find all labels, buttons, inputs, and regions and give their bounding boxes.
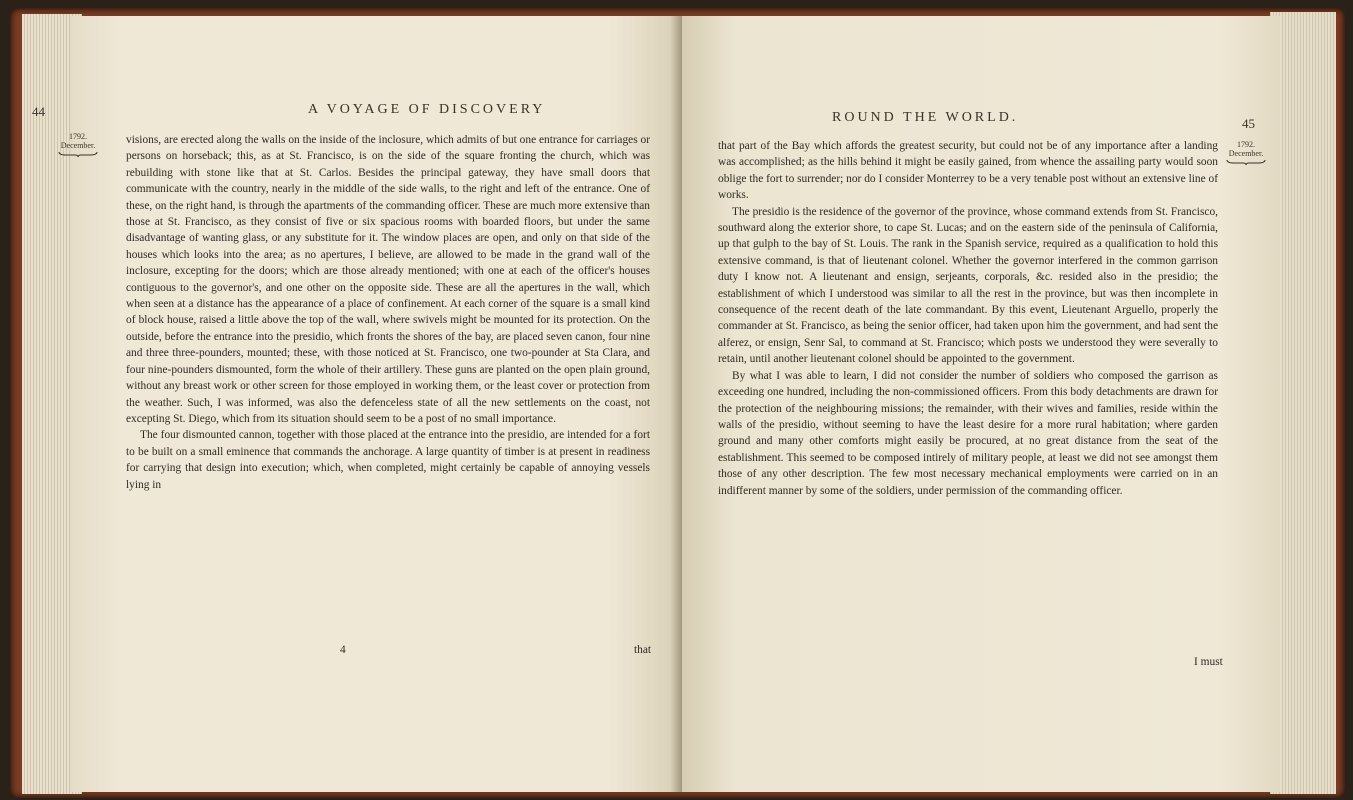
left-catchword: that [634, 644, 652, 656]
right-paragraph-1: that part of the Bay which affords the greatest security, but could not be of any importance after a landing was accomplished; as the hills behind it might be easily gained, from whence the assailing party would soon oblige the fort to surrender; nor do I consider Monterrey to be a very tenable post without an extensive line of works. [718, 140, 1218, 202]
left-page [32, 16, 682, 792]
right-margin-month: December. [1228, 149, 1264, 158]
right-catchword: I must [1194, 656, 1223, 668]
right-paragraph-2: The presidio is the residence of the governor of the province, whose command extends from St. Francisco, southward along the exterior shore, to cape St. Lucas; and on the eastern side of the peninsula of California, up that gulph to the bay of St. Louis. The rank in the Spanish service, required as a qualification to hold this extensive command, is that of lieutenant colonel. Whether the governor interfered in the common garrison duty I know not. A lieutenant and ensign, serjeants, corporals, &c. resided also in the presidio; the establishment of which I understood was similar to all the rest in the province, but was then incomplete in consequence of the recent death of the late commandant. By this event, Lieutenant Arguello, properly the commander at St. Francisco, as being the senior officer, had taken upon him the government, and had sent the alferez, or ensign, Senr Sal, to command at St. Francisco; which posts we understood they were severally to retain, until another lieutenant colonel should be appointed to the government. [718, 205, 1218, 366]
left-margin-month: December. [60, 141, 96, 150]
right-page [682, 16, 1280, 792]
right-body-text [718, 138, 1218, 499]
signature-mark: 4 [340, 644, 346, 656]
brace-icon [58, 151, 98, 157]
left-margin-note [52, 132, 104, 157]
left-page-number: 44 [32, 104, 45, 119]
right-running-head: ROUND THE WORLD. [832, 110, 1019, 125]
right-page-number: 45 [1242, 116, 1255, 131]
brace-icon [1226, 159, 1266, 165]
left-paragraph-2: The four dismounted cannon, together with those placed at the entrance into the presidio, are intended for a fort to be built on a small eminence that commands the anchorage. A large quantity of timber is at present in readiness for carrying that design into execution; which, when completed, might certainly be capable of annoying vessels lying in [126, 429, 650, 491]
left-body-text [126, 132, 650, 493]
left-margin-year: 1792. [69, 132, 87, 141]
right-margin-year: 1792. [1237, 140, 1255, 149]
right-margin-note [1218, 140, 1274, 165]
left-paragraph-1: visions, are erected along the walls on the inside of the inclosure, which admits of but one entrance for carriages or persons on horseback; this, as at St. Francisco, is on the side of the square fronting the church, which was rebuilding with stone like that at St. Carlos. Besides the principal gateway, they have small doors that communicate with the country, nearly in the middle of the side walls, to the right and left of the entrance. One of these, on the right hand, is through the apartments of the commanding officer. These are much more extensive than those at St. Francisco, as they consist of five or six spacious rooms with boarded floors, but under the same disadvantage of wanting glass, or any substitute for it. The window places are open, and only on that side of the houses which looks into the area; as no apertures, I believe, are allowed to be made in the grand wall of the inclosure, excepting for the doors; which are those already mentioned; with one at each of the officer's houses contiguous to the governor's, and one other on the opposite side. These are all the apertures in the wall, which when seen at a distance has the appearance of a place of confinement. At each corner of the square is a small kind of block house, raised a little above the top of the wall, where swivels might be mounted for its protection. On the outside, before the entrance into the presidio, which fronts the shores of the bay, are placed seven canon, four nine and three three-pounders, mounted; these, with those noticed at St. Francisco, one two-pounder at Sta Clara, and four nine-pounders dismounted, form the whole of their artillery. These guns are planted on the open plain ground, without any breast work or other screen for those employed in working them, or the least cover or protection from the weather. Such, I was informed, was also the defenceless state of all the new settlements on the coast, not excepting St. Diego, which from its situation should seem to be a post of no small importance. [126, 134, 650, 425]
left-running-head: A VOYAGE OF DISCOVERY [308, 102, 546, 117]
right-paragraph-3: By what I was able to learn, I did not consider the number of soldiers who composed the garrison as exceeding one hundred, including the non-commissioned officers. From this body detachments are drawn for the protection of the neighbouring missions; the remainder, with their wives and families, reside within the walls of the presidio, without seeming to have the least desire for a more rural habitation; where garden ground and many other comforts might easily be procured, at no great distance from the seat of the establishment. This seemed to be composed intirely of military people, at least we did not see amongst them those of any other description. The few most necessary mechanical employments were carried on in an indifferent manner by some of the soldiers, under permission of the commanding officer. [718, 369, 1218, 497]
